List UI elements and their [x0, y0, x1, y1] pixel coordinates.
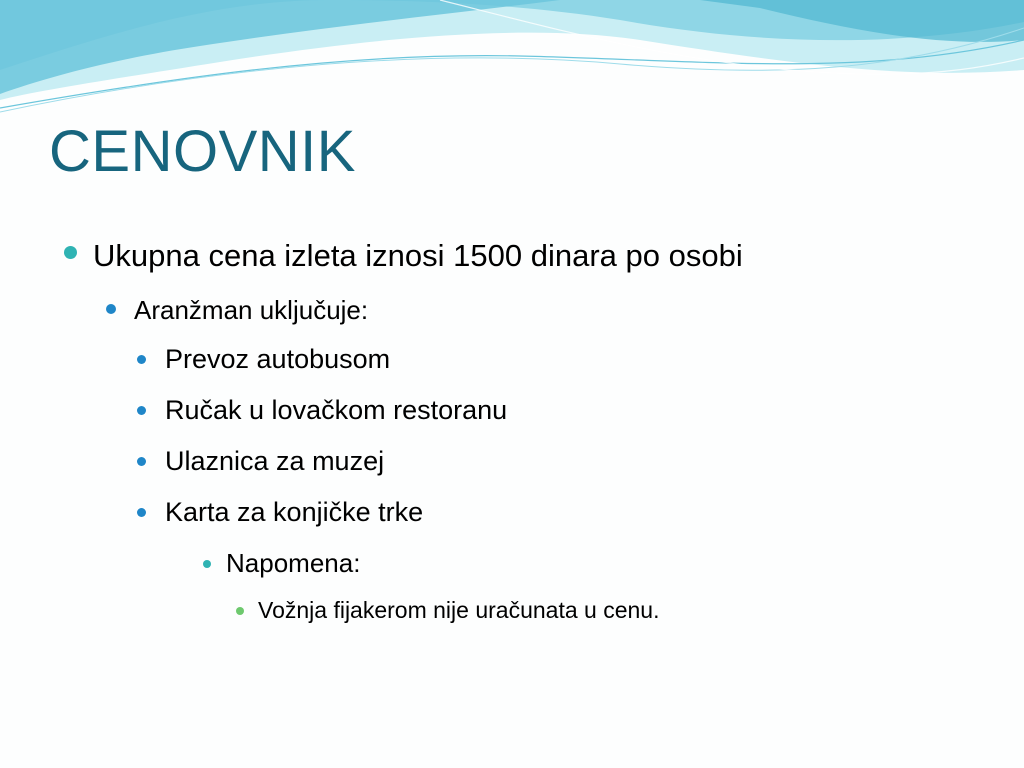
- bullet-text: Karta za konjičke trke: [165, 497, 424, 527]
- bullet-text: Vožnja fijakerom nije uračunata u cenu.: [258, 597, 660, 623]
- bullet-level-5: [236, 597, 659, 624]
- bullet-text: Ukupna cena izleta iznosi 1500 dinara po osobi: [93, 238, 743, 273]
- bullet-text: Prevoz autobusom: [165, 344, 391, 374]
- bullet-dot-icon: [137, 457, 146, 466]
- slide-title: CENOVNIK: [49, 119, 356, 184]
- bullet-level-1: [64, 238, 743, 274]
- bullet-dot-icon: [64, 246, 77, 259]
- bullet-dot-icon: [236, 607, 244, 615]
- bullet-level-3: [137, 395, 507, 426]
- bullet-text: Ručak u lovačkom restoranu: [165, 395, 508, 425]
- bullet-level-4: [203, 548, 360, 579]
- header-wave-decoration: [0, 0, 1024, 130]
- bullet-text: Napomena:: [226, 548, 361, 578]
- bullet-level-2: [106, 295, 368, 326]
- bullet-level-3: [137, 446, 384, 477]
- bullet-dot-icon: [203, 560, 211, 568]
- bullet-dot-icon: [137, 355, 146, 364]
- bullet-dot-icon: [137, 406, 146, 415]
- bullet-text: Ulaznica za muzej: [165, 446, 385, 476]
- bullet-text: Aranžman uključuje:: [134, 295, 369, 325]
- bullet-level-3: [137, 497, 423, 528]
- bullet-dot-icon: [106, 304, 116, 314]
- bullet-level-3: [137, 344, 390, 375]
- bullet-dot-icon: [137, 508, 146, 517]
